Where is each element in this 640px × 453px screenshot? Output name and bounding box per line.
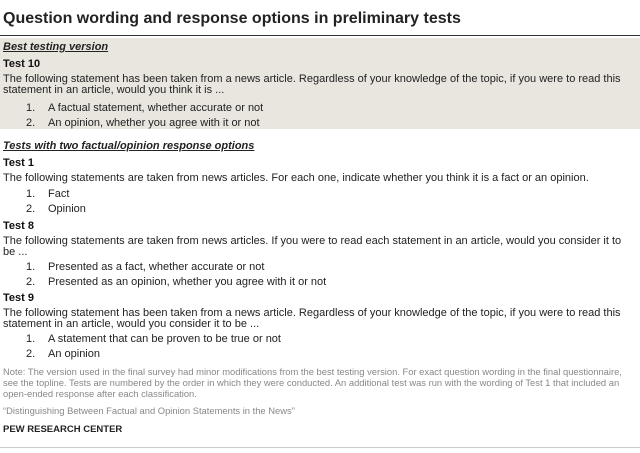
option-label: Opinion — [48, 203, 86, 215]
option-label: Presented as a fact, whether accurate or not — [48, 261, 265, 273]
two-option-heading: Tests with two factual/opinion response options — [3, 140, 255, 152]
test-10-name: Test 10 — [3, 58, 41, 70]
option-number: 2. — [26, 203, 36, 215]
test-8-option-2 — [26, 276, 326, 288]
test-1-name: Test 1 — [3, 157, 34, 169]
test-9-text: The following statement has been taken from a news article. Regardless of your knowledge of the topic, if you were to read this statement in an article, would you consider it to be ... — [3, 307, 621, 330]
test-10-option-2 — [26, 117, 260, 129]
footnote: Note: The version used in the final survey had minor modifications from the best testing version. For exact question wording in the final questionnaire, see the topline. Tests are numbered by the order in which they were conducted. An additional test was run with the wording of Test 1 that included an open-ended response after each classification. — [3, 366, 622, 399]
best-version-heading: Best testing version — [3, 41, 109, 53]
source-note: “Distinguishing Between Factual and Opinion Statements in the News” — [3, 405, 295, 416]
brand-logo: PEW RESEARCH CENTER — [3, 424, 123, 435]
test-1-option-1 — [26, 188, 69, 200]
bottom-divider — [0, 447, 640, 448]
option-number: 2. — [26, 117, 36, 129]
option-number: 1. — [26, 188, 36, 200]
option-number: 1. — [26, 333, 36, 345]
option-number: 2. — [26, 276, 36, 288]
test-8-name: Test 8 — [3, 220, 34, 232]
test-9-option-1 — [26, 333, 281, 345]
option-label: Fact — [48, 188, 70, 200]
test-10-option-1 — [26, 102, 263, 114]
test-1-text: The following statements are taken from news articles. For each one, indicate whether you think it is a fact or an opinion. — [3, 172, 589, 184]
test-9-name: Test 9 — [3, 292, 34, 304]
option-label: Presented as an opinion, whether you agree with it or not — [48, 276, 327, 288]
test-1-option-2 — [26, 203, 86, 215]
option-number: 1. — [26, 261, 36, 273]
option-label: A factual statement, whether accurate or not — [48, 102, 264, 114]
option-number: 2. — [26, 348, 36, 360]
option-label: An opinion, whether you agree with it or not — [48, 117, 260, 129]
test-8-text: The following statements are taken from news articles. If you were to read each statement in an article, would you consider it to be ... — [3, 235, 622, 258]
test-9-option-2 — [26, 348, 100, 360]
title-divider — [0, 35, 640, 36]
test-8-option-1 — [26, 261, 264, 273]
figure-title: Question wording and response options in preliminary tests — [3, 10, 461, 27]
option-label: An opinion — [48, 348, 100, 360]
test-10-text: The following statement has been taken from a news article. Regardless of your knowledge of the topic, if you were to read this statement in an article, would you think it is ... — [3, 73, 621, 96]
option-label: A statement that can be proven to be true or not — [48, 333, 281, 345]
option-number: 1. — [26, 102, 36, 114]
